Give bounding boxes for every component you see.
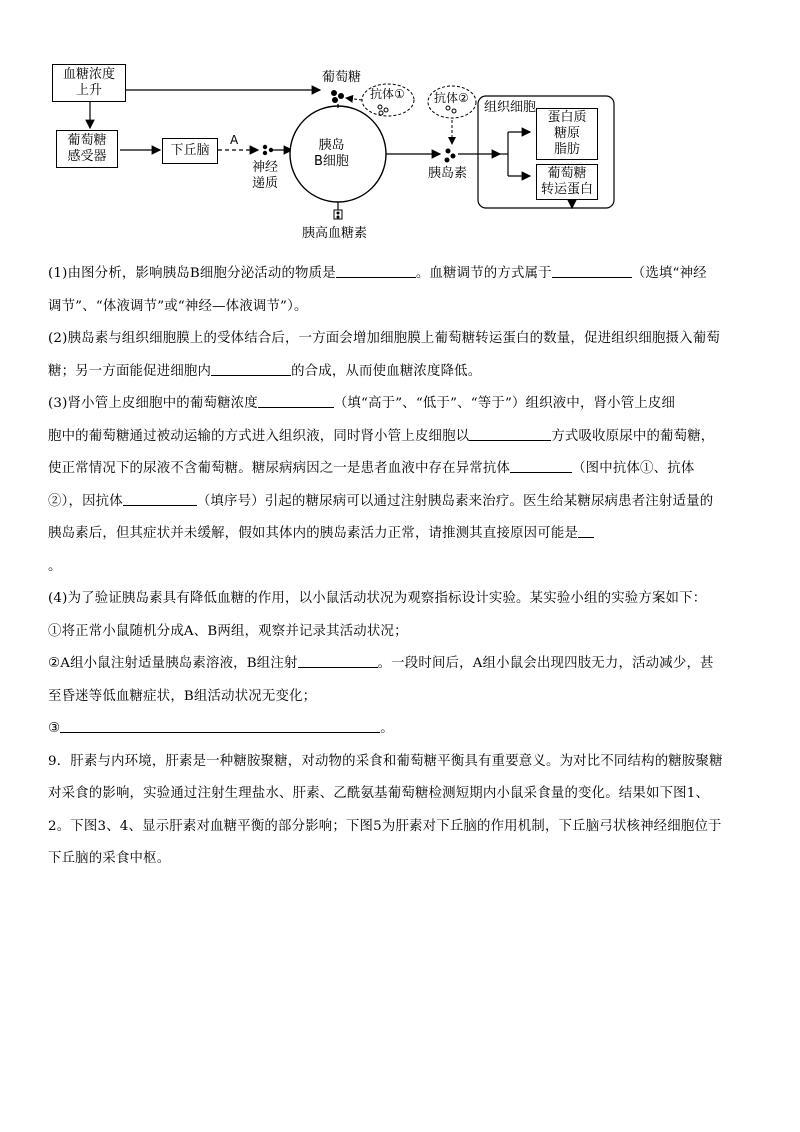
q4-line-1: (4)为了验证胰岛素具有降低血糖的作用，以小鼠活动状况为观察指标设计实验。某实验小组的实验方案如下： [48, 591, 707, 606]
hypothalamus-box [162, 138, 218, 164]
q2-text-c: 的合成，从而使血糖浓度降低。 [291, 363, 482, 379]
blood-sugar-rise-label-2: 上升 [75, 83, 102, 98]
answer-blank[interactable] [552, 263, 632, 278]
answer-blank[interactable] [298, 653, 378, 668]
neurotransmitter-dots [262, 144, 274, 156]
answer-blank[interactable] [60, 718, 380, 733]
neurotransmitter-label-2: 递质 [252, 176, 279, 191]
neurotransmitter-label [252, 160, 278, 192]
neurotransmitter-label-1: 神经 [252, 160, 279, 175]
fat-label: 脂肪 [553, 142, 580, 157]
q1-text-c: （选填“神经 [631, 266, 707, 281]
q4-line-4: 至昏迷等低血糖症状，B组活动状况无变化； [48, 688, 317, 704]
q4-text-d: 。一段时间后，A组小鼠会出现四肢无力，活动减少，甚 [377, 656, 714, 671]
insulin-label: 胰岛素 [428, 166, 468, 181]
hypothalamus-label: 下丘脑 [170, 143, 210, 158]
glucose-label: 葡萄糖 [322, 70, 362, 85]
q4-line-3 [48, 648, 760, 681]
glucose-transporter-label-2: 转运蛋白 [540, 182, 593, 197]
answer-blank[interactable] [336, 263, 416, 278]
blood-sugar-rise-label-1: 血糖浓度 [62, 67, 115, 82]
q4-line-2: ①将正常小鼠随机分成A、B两组，观察并记录其活动状况； [48, 623, 408, 639]
tissue-cell-label: 组织细胞 [484, 100, 537, 115]
blood-sugar-regulation-diagram [40, 50, 620, 250]
glycogen-label: 糖原 [553, 126, 580, 141]
q4-text-f: ③ [48, 721, 61, 736]
q3-text-i: 胰岛素后，但其症状并未缓解，假如其体内的胰岛素活力正常，请推测其直接原因可能是 [48, 526, 579, 541]
glucose-receptor-label-1: 葡萄糖 [67, 133, 107, 148]
q9-line-1: 9．肝素与内环境，肝素是一种糖胺聚糖，对动物的采食和葡萄糖平衡具有重要意义。为对比不同结构的糖胺聚糖 [48, 753, 723, 769]
answer-blank[interactable] [510, 458, 572, 473]
q2-text-b: 糖；另一方面能促进细胞内 [48, 363, 212, 379]
antibody1-label: 抗体① [370, 87, 405, 101]
glucagon-label: 胰高血糖素 [302, 226, 368, 241]
q3-line-1 [48, 388, 760, 421]
protein-label: 蛋白质 [547, 110, 587, 125]
islet-b-cell-label-2: B细胞 [314, 154, 349, 169]
q4-line-5 [48, 713, 760, 746]
q1-line-1 [48, 258, 760, 291]
q3-text-e: 使正常情况下的尿液不含葡萄糖。糖尿病病因之一是患者血液中存在异常抗体 [48, 461, 511, 476]
q4-text-g: 。 [380, 721, 394, 736]
question-text [48, 258, 760, 876]
q9-line-4: 下丘脑的采食中枢。 [48, 851, 171, 866]
q3-text-c: 胞中的葡萄糖通过被动运输的方式进入组织液，同时肾小管上皮细胞以 [48, 428, 470, 444]
glucose-receptor-label-2: 感受器 [67, 149, 107, 164]
q1-line-2: 调节”、“体液调节”或“神经—体液调节”）。 [48, 298, 308, 314]
neurotransmitter-icon [262, 144, 274, 156]
q9-line-2: 对采食的影响，实验通过注射生理盐水、肝素、乙酰氨基葡萄糖检测短期内小鼠采食量的变化。结果如下图1、 [48, 786, 710, 801]
q3-line-6: 。 [48, 558, 62, 574]
q3-text-g: ②），因抗体 [48, 493, 123, 509]
q1-text-a: (1)由图分析，影响胰岛B细胞分泌活动的物质是 [48, 266, 336, 281]
glucose-receptor-box [56, 130, 118, 168]
nerve-a-label: A [230, 133, 239, 147]
q3-line-5 [48, 518, 760, 551]
q3-line-4 [48, 486, 760, 519]
q1-text-b: 。血糖调节的方式属于 [415, 266, 552, 281]
q3-line-2 [48, 421, 760, 454]
glucose-transporter-box [536, 164, 598, 200]
q3-text-a: (3)肾小管上皮细胞中的葡萄糖浓度 [48, 396, 258, 411]
products-box [536, 108, 598, 160]
q3-text-b: （填“高于”、“低于”、“等于”）组织液中，肾小管上皮细 [333, 396, 676, 411]
antibody2-label: 抗体② [434, 91, 469, 105]
answer-blank[interactable] [578, 523, 594, 538]
answer-blank[interactable] [258, 393, 334, 408]
q3-text-f: （图中抗体①、抗体 [572, 461, 695, 476]
islet-b-cell-label [314, 138, 349, 170]
answer-blank[interactable] [211, 361, 291, 376]
q2-line-2 [48, 356, 760, 389]
answer-blank[interactable] [469, 426, 551, 441]
glucose-transporter-label-1: 葡萄糖 [547, 166, 587, 181]
q4-text-c: ②A组小鼠注射适量胰岛素溶液，B组注射 [48, 656, 298, 671]
q2-line-1: (2)胰岛素与组织细胞膜上的受体结合后，一方面会增加细胞膜上葡萄糖转运蛋白的数量，促进组织细胞摄入葡萄 [48, 331, 720, 346]
q9-line-3: 2。下图3、4、显示肝素对血糖平衡的部分影响；下图5为肝素对下丘脑的作用机制，下丘脑弓状核神经细胞位于 [48, 818, 722, 834]
q3-text-h: （填序号）引起的糖尿病可以通过注射胰岛素来治疗。医生给某糖尿病患者注射适量的 [196, 493, 714, 509]
answer-blank[interactable] [123, 491, 197, 506]
q3-line-3 [48, 453, 760, 486]
islet-b-cell-label-1: 胰岛 [318, 138, 345, 153]
blood-sugar-rise-box [52, 64, 126, 102]
q3-text-d: 方式吸收原尿中的葡萄糖， [551, 428, 715, 444]
